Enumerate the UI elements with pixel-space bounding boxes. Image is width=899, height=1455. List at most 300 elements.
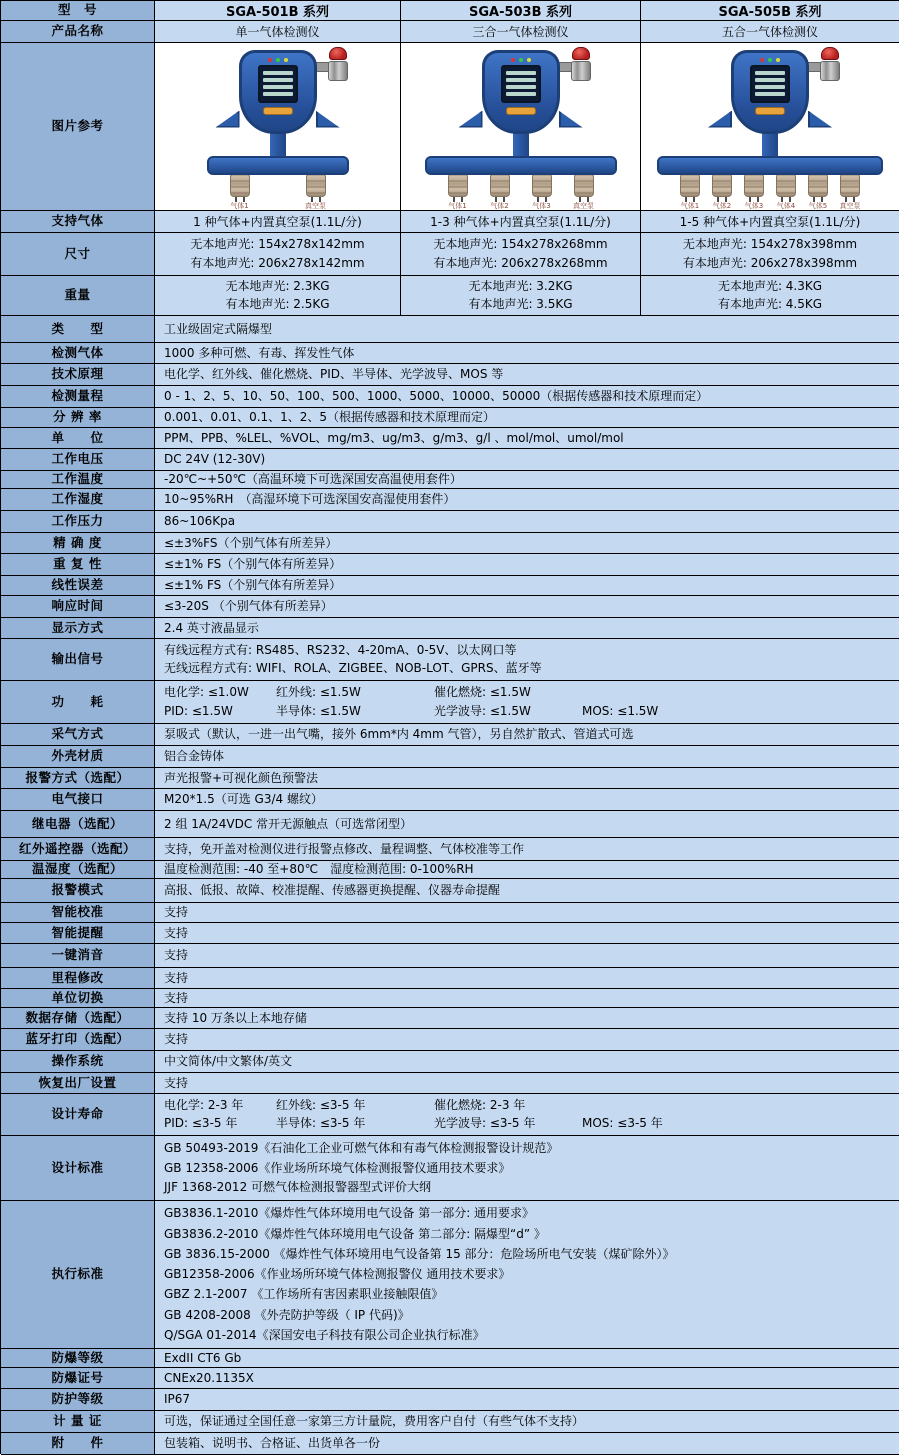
row-label: 工作温度 — [1, 471, 155, 489]
screen-line — [506, 78, 536, 82]
row-label: 输出信号 — [1, 639, 155, 681]
sensor-cylinder — [574, 173, 594, 197]
beacon-body — [328, 61, 348, 81]
spec-line: 支持 — [164, 1032, 189, 1046]
spec-line: ≤±3%FS（个别气体有所差异） — [164, 535, 338, 550]
row-label: 温湿度（选配） — [1, 861, 155, 879]
spec-segment: 光学波导: ≤1.5W — [434, 704, 531, 718]
spec-line — [164, 1116, 895, 1131]
spec-line: 支持，免开盖对检测仪进行报警点修改、量程调整、气体校准等工作 — [164, 841, 525, 856]
row-label: 蓝牙打印（选配） — [1, 1029, 155, 1051]
row-label: 单位切换 — [1, 989, 155, 1008]
spec-line: 有本地声光: 2.5KG — [225, 297, 330, 311]
device-screen — [750, 65, 790, 103]
spec-line: 有本地声光: 206x278x268mm — [433, 256, 608, 270]
spec-row — [1, 43, 899, 211]
sensor-unit — [227, 173, 253, 210]
spec-row — [1, 1136, 899, 1201]
spec-row — [1, 618, 899, 639]
sensor-cylinder — [712, 173, 732, 197]
sensor-group — [445, 173, 597, 210]
spec-cell: SGA-501B 系列 — [155, 1, 401, 21]
spec-row — [1, 276, 899, 316]
beacon-dome — [572, 47, 590, 60]
sensor-cylinder — [840, 173, 860, 197]
spec-cell — [155, 428, 899, 449]
mount-flange-left — [216, 111, 240, 128]
row-label: 检测气体 — [1, 343, 155, 364]
spec-cell — [155, 1051, 899, 1073]
spec-cell — [155, 408, 899, 428]
spec-cell — [155, 1201, 899, 1349]
mount-flange-right — [316, 111, 340, 128]
sensor-manifold — [657, 156, 883, 175]
sensor-unit — [529, 173, 555, 210]
spec-cell — [155, 1136, 899, 1201]
sensor-unit — [837, 173, 863, 210]
sensor-label: 气体2 — [712, 201, 732, 210]
spec-line: 有本地声光: 3.5KG — [468, 297, 573, 311]
spec-cell — [401, 276, 641, 316]
spec-row — [1, 681, 899, 724]
spec-row — [1, 811, 899, 838]
row-label: 操作系统 — [1, 1051, 155, 1073]
sensor-cylinder — [744, 173, 764, 197]
product-image — [160, 45, 396, 209]
spec-cell — [155, 1029, 899, 1051]
mount-flange-left — [708, 111, 732, 128]
sensor-label: 气体1 — [230, 201, 249, 210]
spec-row — [1, 944, 899, 968]
spec-line: 工业级固定式隔爆型 — [164, 321, 273, 336]
spec-cell — [155, 639, 899, 681]
sensor-label: 真空泵 — [839, 201, 861, 210]
row-label: 技术原理 — [1, 364, 155, 386]
spec-cell — [155, 276, 401, 316]
spec-segment: MOS: ≤1.5W — [582, 704, 659, 718]
row-label: 设计寿命 — [1, 1094, 155, 1136]
spec-line — [164, 685, 895, 700]
spec-segment: 红外线: ≤3-5 年 — [276, 1097, 366, 1112]
spec-row — [1, 511, 899, 533]
spec-cell: 1 种气体+内置真空泵(1.1L/分) — [155, 211, 401, 233]
row-label: 型 号 — [1, 1, 155, 21]
spec-row — [1, 386, 899, 408]
sensor-manifold — [207, 156, 349, 175]
device-screen — [258, 65, 298, 103]
alarm-beacon — [820, 47, 840, 81]
spec-line: -20℃~+50℃（高温环境下可选深国安高温使用套件） — [164, 472, 462, 486]
spec-row — [1, 1349, 899, 1368]
detector-head — [731, 50, 809, 134]
sensor-unit — [445, 173, 471, 210]
spec-row — [1, 789, 899, 811]
spec-line: 高报、低报、故障、校准提醒、传感器更换提醒、仪器寿命提醒 — [164, 883, 501, 897]
spec-cell — [401, 233, 641, 276]
spec-row — [1, 1029, 899, 1051]
spec-cell — [155, 1368, 899, 1389]
sensor-label: 气体4 — [776, 201, 796, 210]
row-label: 显示方式 — [1, 618, 155, 639]
sensor-cylinder — [448, 173, 468, 197]
spec-row — [1, 21, 899, 43]
led-dot — [284, 58, 288, 62]
spec-segment: 电化学: ≤1.0W — [164, 685, 249, 699]
beacon-body — [820, 61, 840, 81]
sensor-unit — [773, 173, 799, 210]
row-label: 工作电压 — [1, 449, 155, 471]
spec-line: 86~106Kpa — [164, 514, 236, 528]
spec-line: PPM、PPB、%LEL、%VOL、mg/m3、ug/m3、g/m3、g/l 、mol/mol、umol/mol — [164, 430, 624, 445]
sensor-cylinder — [808, 173, 828, 197]
spec-row — [1, 364, 899, 386]
screen-line — [506, 71, 536, 75]
row-label: 执行标准 — [1, 1201, 155, 1349]
spec-cell: SGA-505B 系列 — [641, 1, 899, 21]
sensor-label: 气体3 — [532, 201, 551, 210]
spec-row — [1, 428, 899, 449]
row-label: 重量 — [1, 276, 155, 316]
row-label: 防爆等级 — [1, 1349, 155, 1368]
row-label: 线性误差 — [1, 576, 155, 596]
spec-line: 有线远程方式有: RS485、RS232、4-20mA、0-5V、以太网口等 — [164, 642, 517, 657]
spec-line: 包装箱、说明书、合格证、出货单各一份 — [164, 1436, 381, 1450]
spec-segment: MOS: ≤3-5 年 — [582, 1116, 663, 1131]
spec-line: GBZ 2.1-2007 《工作场所有害因素职业接触限值》 — [164, 1287, 444, 1302]
spec-line — [164, 1098, 895, 1113]
detector-head — [239, 50, 317, 134]
spec-line: GB12358-2006《作业场所环境气体检测报警仪 通用技术要求》 — [164, 1267, 511, 1281]
device-keypad — [263, 107, 293, 115]
spec-segment: 电化学: 2-3 年 — [164, 1097, 244, 1112]
spec-line: Q/SGA 01-2014《深国安电子科技有限公司企业执行标准》 — [164, 1327, 485, 1342]
row-label: 外壳材质 — [1, 746, 155, 768]
row-label: 防护等级 — [1, 1389, 155, 1411]
spec-line: 无线远程方式有: WIFI、ROLA、ZIGBEE、NOB-LOT、GPRS、蓝牙等 — [164, 661, 542, 676]
spec-line: 2.4 英寸液晶显示 — [164, 620, 259, 635]
spec-row — [1, 1411, 899, 1433]
beacon-dome — [821, 47, 839, 60]
spec-line: M20*1.5（可选 G3/4 螺纹） — [164, 792, 323, 806]
led-dot — [511, 58, 515, 62]
sensor-group — [227, 173, 329, 210]
spec-cell — [155, 861, 899, 879]
spec-row — [1, 1389, 899, 1411]
sensor-unit — [709, 173, 735, 210]
spec-row — [1, 449, 899, 471]
sensor-label: 气体1 — [680, 201, 700, 210]
row-label: 计 量 证 — [1, 1411, 155, 1433]
row-label: 检测量程 — [1, 386, 155, 408]
led-dot — [760, 58, 764, 62]
led-dot — [768, 58, 772, 62]
spec-row — [1, 724, 899, 746]
sensor-manifold — [425, 156, 617, 175]
spec-line: 支持 — [164, 948, 189, 962]
sensor-label: 气体5 — [808, 201, 828, 210]
spec-row — [1, 1, 899, 21]
spec-line: 中文简体/中文繁体/英文 — [164, 1054, 293, 1068]
spec-line: 无本地声光: 154x278x398mm — [682, 237, 858, 251]
spec-line: GB 50493-2019《石油化工企业可燃气体和有毒气体检测报警设计规范》 — [164, 1140, 559, 1155]
screen-line — [263, 78, 293, 82]
spec-line: ≤3-20S （个别气体有所差异） — [164, 599, 333, 613]
spec-cell — [155, 1389, 899, 1411]
spec-cell — [155, 596, 899, 618]
row-label: 里程修改 — [1, 968, 155, 989]
spec-line: 有本地声光: 4.5KG — [717, 297, 823, 311]
sensor-unit — [487, 173, 513, 210]
row-label: 报警方式（选配） — [1, 768, 155, 789]
sensor-label: 气体1 — [448, 201, 467, 210]
spec-row — [1, 746, 899, 768]
row-label: 恢复出厂设置 — [1, 1073, 155, 1094]
spec-cell: 1-3 种气体+内置真空泵(1.1L/分) — [401, 211, 641, 233]
spec-line: 0.001、0.01、0.1、1、2、5（根据传感器和技术原理而定） — [164, 410, 496, 424]
spec-row — [1, 233, 899, 276]
alarm-beacon — [571, 47, 591, 81]
spec-line: GB3836.2-2010《爆炸性气体环境用电气设备 第二部分: 隔爆型“d” 》 — [164, 1226, 546, 1241]
spec-line: GB 12358-2006《作业场所环境气体检测报警仪通用技术要求》 — [164, 1160, 511, 1175]
spec-row — [1, 533, 899, 554]
alarm-beacon — [328, 47, 348, 81]
sensor-unit — [805, 173, 831, 210]
spec-cell — [155, 364, 899, 386]
sensor-unit — [677, 173, 703, 210]
spec-cell — [155, 511, 899, 533]
spec-line: ≤±1% FS（个别气体有所差异） — [164, 578, 342, 592]
spec-line: 铝合金铸体 — [164, 749, 225, 763]
row-label: 图片参考 — [1, 43, 155, 211]
sensor-cylinder — [680, 173, 700, 197]
device-screen — [501, 65, 541, 103]
spec-line: 0 - 1、2、5、10、50、100、500、1000、5000、10000、50000（根据传感器和技术原理而定） — [164, 389, 709, 403]
spec-cell — [155, 1349, 899, 1368]
row-label: 工作压力 — [1, 511, 155, 533]
spec-line: JJF 1368-2012 可燃气体检测报警器型式评价大纲 — [164, 1180, 432, 1195]
spec-row — [1, 639, 899, 681]
spec-row — [1, 879, 899, 903]
status-leds — [242, 58, 314, 62]
spec-row — [1, 838, 899, 861]
spec-cell — [155, 811, 899, 838]
spec-cell: 单一气体检测仪 — [155, 21, 401, 43]
sensor-cylinder — [306, 173, 326, 197]
spec-line: GB 3836.15-2000 《爆炸性气体环境用电气设备第 15 部分：危险场所电气安装（煤矿除外）》 — [164, 1246, 675, 1261]
spec-segment: 半导体: ≤1.5W — [276, 704, 361, 718]
spec-line: 支持 — [164, 905, 189, 919]
row-label: 单 位 — [1, 428, 155, 449]
spec-line: DC 24V (12-30V) — [164, 452, 266, 466]
row-label: 采气方式 — [1, 724, 155, 746]
spec-row — [1, 1433, 899, 1455]
row-label: 设计标准 — [1, 1136, 155, 1201]
spec-line: 支持 — [164, 970, 189, 985]
row-label: 电气接口 — [1, 789, 155, 811]
spec-cell — [155, 1073, 899, 1094]
spec-line: ExdII CT6 Gb — [164, 1350, 242, 1365]
spec-row — [1, 596, 899, 618]
spec-cell — [155, 489, 899, 511]
row-label: 尺寸 — [1, 233, 155, 276]
spec-cell — [155, 533, 899, 554]
spec-row — [1, 343, 899, 364]
spec-cell — [155, 681, 899, 724]
sensor-cylinder — [490, 173, 510, 197]
row-label: 附 件 — [1, 1433, 155, 1455]
screen-line — [263, 92, 293, 96]
spec-row — [1, 1094, 899, 1136]
spec-cell — [641, 233, 899, 276]
spec-line: IP67 — [164, 1392, 191, 1406]
spec-cell — [155, 233, 401, 276]
device-keypad — [506, 107, 536, 115]
spec-cell — [155, 968, 899, 989]
spec-segment: PID: ≤1.5W — [164, 704, 233, 718]
spec-cell — [155, 1411, 899, 1433]
mount-flange-left — [459, 111, 483, 128]
spec-segment: 红外线: ≤1.5W — [276, 685, 361, 699]
spec-row — [1, 1368, 899, 1389]
spec-line: CNEx20.1135X — [164, 1370, 254, 1385]
spec-cell — [155, 471, 899, 489]
screen-line — [506, 85, 536, 89]
spec-line: 支持 10 万条以上本地存储 — [164, 1010, 307, 1025]
spec-line: 有本地声光: 206x278x142mm — [190, 256, 365, 270]
spec-line: 泵吸式（默认，一进一出气嘴，接外 6mm*内 4mm 气管），另自然扩散式、管道式可选 — [164, 727, 634, 741]
row-label: 数据存储（选配） — [1, 1008, 155, 1029]
screen-line — [755, 92, 785, 96]
spec-cell — [155, 1008, 899, 1029]
sensor-label: 真空泵 — [573, 201, 594, 210]
spec-row — [1, 211, 899, 233]
spec-line — [164, 704, 895, 719]
spec-segment: 光学波导: ≤3-5 年 — [434, 1116, 536, 1131]
spec-cell — [155, 768, 899, 789]
screen-line — [755, 85, 785, 89]
spec-row — [1, 968, 899, 989]
product-image — [403, 45, 639, 209]
row-label: 分 辨 率 — [1, 408, 155, 428]
spec-row — [1, 1008, 899, 1029]
screen-line — [506, 92, 536, 96]
spec-row — [1, 923, 899, 944]
spec-cell — [155, 989, 899, 1008]
sensor-cylinder — [776, 173, 796, 197]
led-dot — [276, 58, 280, 62]
spec-cell — [155, 576, 899, 596]
spec-cell — [641, 276, 899, 316]
sensor-unit — [741, 173, 767, 210]
spec-row — [1, 471, 899, 489]
spec-cell — [155, 838, 899, 861]
spec-line: 温度检测范围: -40 至+80℃ 湿度检测范围: 0-100%RH — [164, 862, 474, 876]
spec-cell — [155, 903, 899, 923]
spec-cell — [155, 1094, 899, 1136]
spec-cell: 三合一气体检测仪 — [401, 21, 641, 43]
led-dot — [268, 58, 272, 62]
led-dot — [519, 58, 523, 62]
spec-line: 支持 — [164, 990, 189, 1005]
led-dot — [527, 58, 531, 62]
spec-cell — [155, 879, 899, 903]
spec-cell: 1-5 种气体+内置真空泵(1.1L/分) — [641, 211, 899, 233]
row-label: 重 复 性 — [1, 554, 155, 576]
spec-cell — [155, 944, 899, 968]
spec-row — [1, 1201, 899, 1349]
product-image-cell — [401, 43, 641, 211]
spec-line: 无本地声光: 2.3KG — [225, 279, 330, 293]
spec-cell — [155, 789, 899, 811]
row-label: 智能提醒 — [1, 923, 155, 944]
spec-line: 2 组 1A/24VDC 常开无源触点（可选常闭型） — [164, 816, 413, 831]
spec-cell: 五合一气体检测仪 — [641, 21, 899, 43]
sensor-cylinder — [532, 173, 552, 197]
sensor-cylinder — [230, 173, 250, 197]
spec-line: 1000 多种可燃、有毒、挥发性气体 — [164, 345, 355, 360]
spec-cell — [155, 554, 899, 576]
detector-head — [482, 50, 560, 134]
row-label: 继电器（选配） — [1, 811, 155, 838]
spec-row — [1, 316, 899, 343]
row-label: 防爆证号 — [1, 1368, 155, 1389]
spec-row — [1, 1073, 899, 1094]
row-label: 响应时间 — [1, 596, 155, 618]
sensor-group — [677, 173, 863, 210]
spec-cell — [155, 386, 899, 408]
spec-segment: PID: ≤3-5 年 — [164, 1116, 238, 1131]
beacon-dome — [329, 47, 347, 60]
row-label: 一键消音 — [1, 944, 155, 968]
row-label: 精 确 度 — [1, 533, 155, 554]
status-leds — [485, 58, 557, 62]
spec-line: 支持 — [164, 1075, 189, 1090]
spec-cell — [155, 618, 899, 639]
spec-cell — [155, 343, 899, 364]
spec-row — [1, 861, 899, 879]
mount-flange-right — [808, 111, 832, 128]
row-label: 支持气体 — [1, 211, 155, 233]
spec-line: 无本地声光: 154x278x268mm — [433, 237, 608, 251]
spec-line: 无本地声光: 154x278x142mm — [190, 237, 365, 251]
row-label: 红外遥控器（选配） — [1, 838, 155, 861]
spec-cell — [155, 724, 899, 746]
row-label: 功 耗 — [1, 681, 155, 724]
spec-row — [1, 903, 899, 923]
device-keypad — [755, 107, 785, 115]
spec-line: 无本地声光: 3.2KG — [468, 279, 573, 293]
spec-line: 声光报警+可视化颜色预警法 — [164, 770, 319, 785]
spec-cell — [155, 746, 899, 768]
spec-line: 支持 — [164, 925, 189, 940]
spec-row — [1, 989, 899, 1008]
row-label: 报警模式 — [1, 879, 155, 903]
led-dot — [776, 58, 780, 62]
spec-row — [1, 554, 899, 576]
status-leds — [734, 58, 806, 62]
screen-line — [755, 78, 785, 82]
sensor-unit — [303, 173, 329, 210]
spec-cell — [155, 449, 899, 471]
spec-segment: 催化燃烧: ≤1.5W — [434, 685, 531, 699]
spec-line: GB3836.1-2010《爆炸性气体环境用电气设备 第一部分: 通用要求》 — [164, 1206, 535, 1221]
spec-cell — [155, 923, 899, 944]
spec-segment: 半导体: ≤3-5 年 — [276, 1116, 366, 1131]
sensor-label: 气体2 — [490, 201, 509, 210]
screen-line — [263, 71, 293, 75]
sensor-label: 气体3 — [744, 201, 764, 210]
spec-line: 有本地声光: 206x278x398mm — [682, 256, 858, 270]
